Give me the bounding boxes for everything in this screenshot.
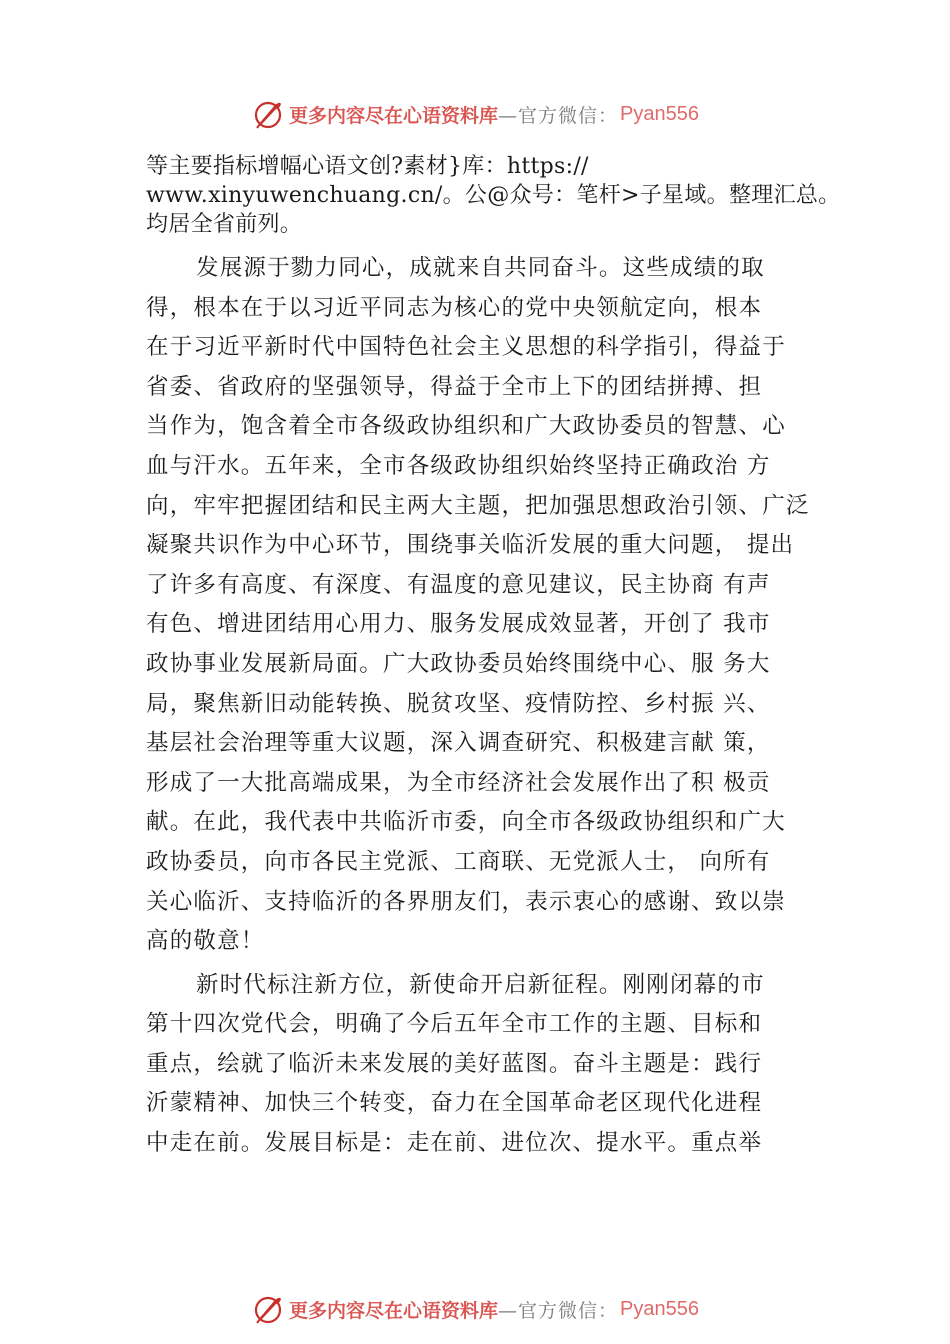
- paragraph-line: 省委、省政府的坚强领导，得益于全市上下的团结拼搏、担: [146, 373, 763, 400]
- paragraph-1: [146, 249, 846, 962]
- paragraph-line: 中走在前。发展目标是：走在前、进位次、提水平。重点举: [146, 1130, 763, 1157]
- footer-banner: [0, 1289, 950, 1329]
- opening-lines: [146, 152, 846, 239]
- banner-separator: —官方微信：: [498, 1299, 619, 1322]
- paragraph-line: 得，根本在于以习近平同志为核心的党中央领航定向，根本: [146, 294, 763, 321]
- quill-pen-logo-icon: [251, 1292, 285, 1326]
- paragraph-line: 当作为，饱含着全市各级政协组织和广大政协委员的智慧、心: [146, 413, 786, 440]
- paragraph-line: 了许多有高度、有深度、有温度的意见建议，民主协商 有声: [146, 571, 771, 598]
- paragraph-line: 基层社会治理等重大议题，深入调查研究、积极建言献 策，: [146, 730, 771, 757]
- paragraph-line: 高的敬意！: [146, 928, 265, 955]
- quill-pen-logo-icon: [251, 97, 285, 131]
- paragraph-line: 在于习近平新时代中国特色社会主义思想的科学指引，得益于: [146, 334, 786, 361]
- opening-line: 等主要指标增幅心语文创?素材}库：https://: [146, 154, 589, 179]
- paragraph-line: 政协委员，向市各民主党派、工商联、无党派人士， 向所有: [146, 848, 771, 875]
- paragraph-line: 发展源于勠力同心，成就来自共同奋斗。这些成绩的取: [196, 255, 765, 281]
- banner-separator: —官方微信：: [498, 104, 619, 127]
- header-banner: [0, 94, 950, 134]
- paragraph-line: 向，牢牢把握团结和民主两大主题，把加强思想政治引领、广泛: [146, 492, 810, 519]
- paragraph-line: 血与汗水。五年来，全市各级政协组织始终坚持正确政治 方: [146, 452, 771, 479]
- paragraph-line: 形成了一大批高端成果，为全市经济社会发展作出了积 极贡: [146, 769, 771, 796]
- paragraph-line: 政协事业发展新局面。广大政协委员始终围绕中心、服 务大: [146, 650, 771, 677]
- banner-title: 更多内容尽在心语资料库: [289, 1299, 499, 1322]
- paragraph-line: 献。在此，我代表中共临沂市委，向全市各级政协组织和广大: [146, 809, 786, 836]
- banner-title: 更多内容尽在心语资料库: [289, 104, 499, 127]
- paragraph-line: 局，聚焦新旧动能转换、脱贫攻坚、疫情防控、乡村振 兴、: [146, 690, 771, 717]
- opening-line: www.xinyuwenchuang.cn/。公@众号：笔杆>子星域。整理汇总。: [146, 183, 841, 208]
- opening-line: 均居全省前列。: [146, 212, 303, 237]
- paragraph-line: 新时代标注新方位，新使命开启新征程。刚刚闭幕的市: [196, 971, 765, 998]
- paragraph-line: 沂蒙精神、加快三个转变，奋力在全国革命老区现代化进程: [146, 1090, 763, 1117]
- paragraph-2: [146, 966, 846, 1164]
- paragraph-line: 有色、增进团结用心用力、服务发展成效显著，开创了 我市: [146, 611, 771, 638]
- banner-wechat-id: Pyan556: [620, 102, 699, 125]
- banner-wechat-id: Pyan556: [620, 1297, 699, 1320]
- document-body: [146, 152, 846, 1164]
- paragraph-line: 凝聚共识作为中心环节，围绕事关临沂发展的重大问题， 提出: [146, 532, 795, 559]
- paragraph-line: 关心临沂、支持临沂的各界朋友们，表示衷心的感谢、致以崇: [146, 888, 786, 915]
- paragraph-line: 重点，绘就了临沂未来发展的美好蓝图。奋斗主题是：践行: [146, 1050, 763, 1077]
- paragraph-line: 第十四次党代会，明确了今后五年全市工作的主题、目标和: [146, 1011, 763, 1038]
